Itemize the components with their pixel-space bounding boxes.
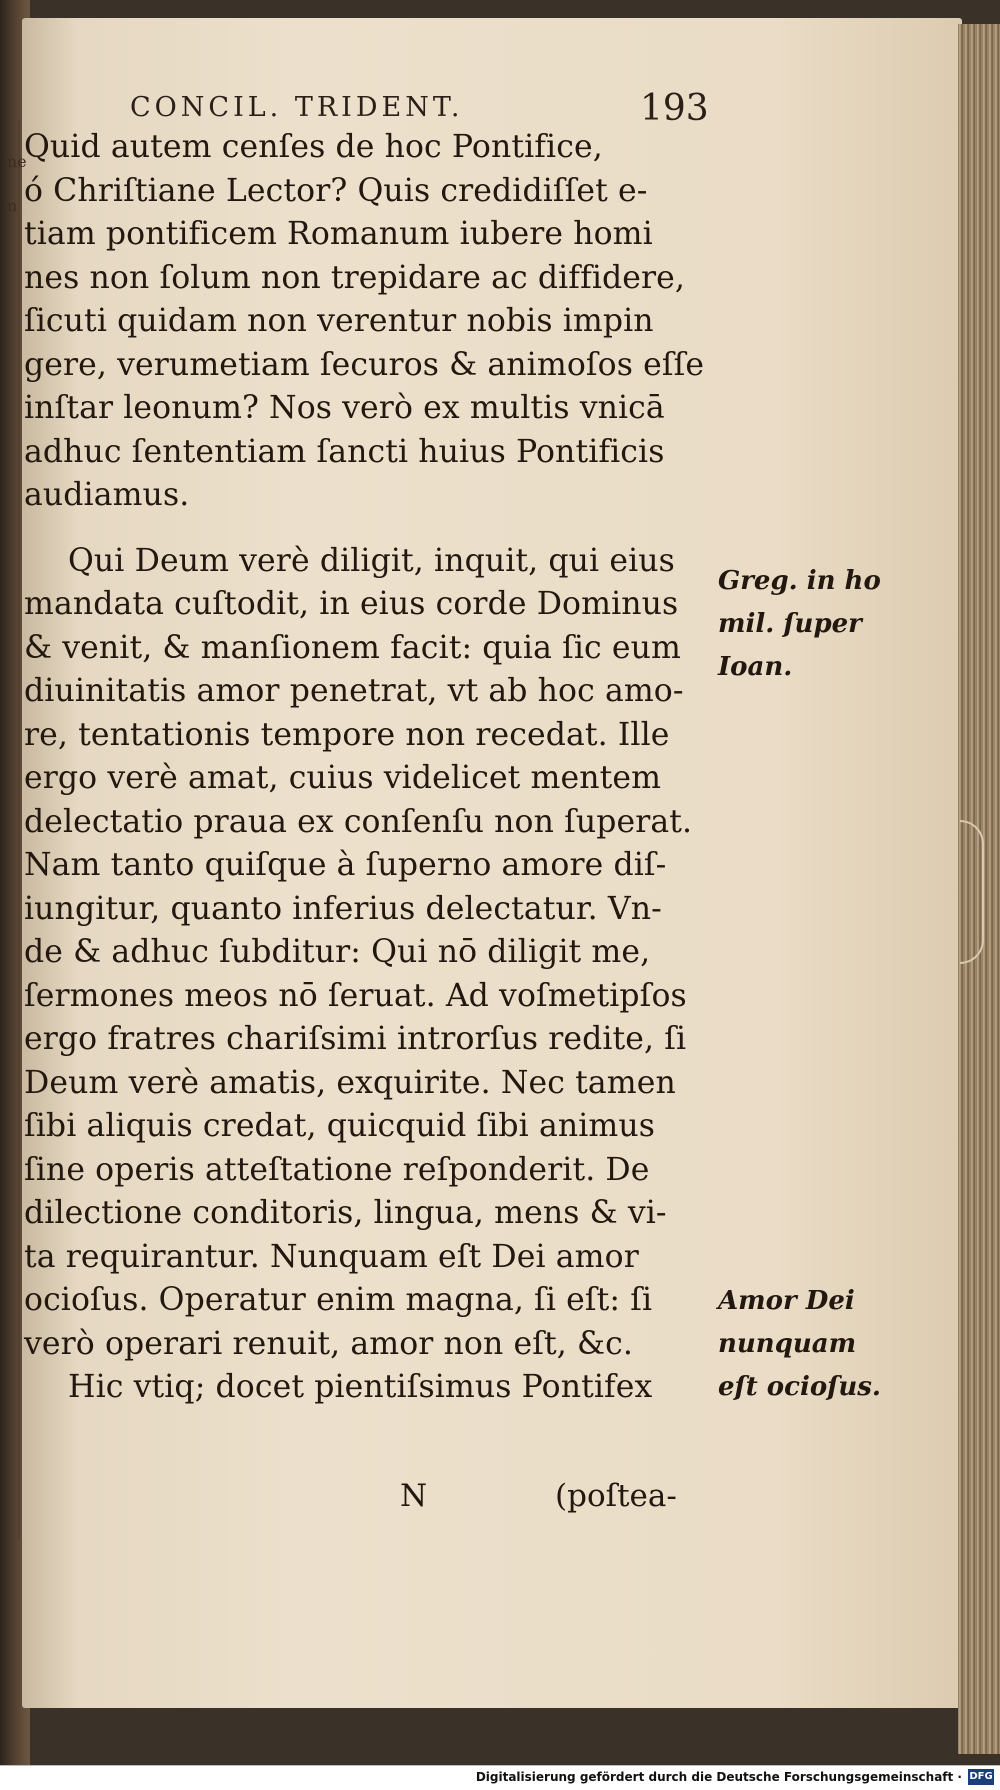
text-line: ſibi aliquis credat, quicquid ſibi animus bbox=[24, 1108, 656, 1144]
text-line: Qui Deum verè diligit, inquit, qui eius bbox=[68, 542, 675, 579]
running-head: CONCIL. TRIDENT. bbox=[130, 92, 464, 123]
sidenote-line: eſt ocioſus. bbox=[718, 1372, 881, 1402]
margin-rule bbox=[18, 120, 20, 1540]
text-line: diuinitatis amor penetrat, vt ab hoc amo- bbox=[24, 673, 684, 709]
clasp-strap bbox=[960, 820, 984, 964]
dfg-logo: DFG bbox=[968, 1769, 994, 1785]
text-line: Quid autem cenſes de hoc Pontifice, bbox=[24, 129, 603, 165]
text-line: ta requirantur. Nunquam eſt Dei amor bbox=[24, 1238, 639, 1275]
text-line: re, tentationis tempore non recedat. Ille bbox=[24, 716, 670, 753]
text-line: gere, verumetiam ſecuros & animoſos eſſe bbox=[24, 346, 705, 383]
text-line: ó Chriſtiane Lector? Quis credidiſſet e- bbox=[24, 172, 648, 209]
text-line: ſicuti quidam non verentur nobis impin bbox=[24, 303, 654, 339]
text-line: Nam tanto quiſque à ſuperno amore diſ- bbox=[24, 847, 667, 883]
signature-mark: N bbox=[400, 1478, 428, 1514]
margin-fragment: me bbox=[2, 152, 27, 171]
text-line: iungitur, quanto inferius delectatur. Vn- bbox=[24, 890, 662, 927]
footer-bar bbox=[0, 1765, 1000, 1790]
text-line: nes non ſolum non trepidare ac diffidere, bbox=[24, 259, 686, 296]
text-line: ſine operis atteſtatione reſponderit. De bbox=[24, 1151, 650, 1188]
text-line: ſermones meos nō ſeruat. Ad voſmetipſos bbox=[24, 977, 687, 1014]
text-line: Deum verè amatis, exquirite. Nec tamen bbox=[24, 1064, 676, 1101]
text-line: ergo verè amat, cuius videlicet mentem bbox=[24, 760, 662, 796]
text-line: mandata cuſtodit, in eius corde Dominus bbox=[24, 586, 679, 622]
sidenote-gregory-citation bbox=[718, 560, 881, 689]
text-line: & venit, & manſionem facit: quia ſic eum bbox=[24, 629, 681, 666]
text-line: tiam pontificem Romanum iubere homi bbox=[24, 216, 653, 252]
body-text bbox=[24, 126, 712, 1410]
text-line: delectatio praua ex conſenſu non ſuperat. bbox=[24, 803, 693, 840]
sidenote-line: Ioan. bbox=[718, 652, 793, 682]
text-line: ocioſus. Operatur enim magna, ſi eſt: ſi bbox=[24, 1282, 653, 1318]
text-line: adhuc ſententiam ſancti huius Pontificis bbox=[24, 433, 665, 470]
sidenote-amor-dei bbox=[718, 1280, 881, 1409]
text-line: audiamus. bbox=[24, 477, 190, 513]
sidenote-line: Greg. in ho bbox=[718, 566, 881, 596]
text-line: verò operari renuit, amor non eſt, &c. bbox=[24, 1325, 633, 1362]
text-line: inſtar leonum? Nos verò ex multis vnicā bbox=[24, 390, 665, 426]
sidenote-line: nunquam bbox=[718, 1329, 857, 1359]
text-line: de & adhuc ſubditur: Qui nō diligit me, bbox=[24, 934, 651, 970]
text-line: ergo fratres chariſsimi introrſus redite, ſi bbox=[24, 1021, 687, 1057]
sidenote-line: Amor Dei bbox=[718, 1286, 855, 1316]
text-line: Hic vtiq; docet pientiſsimus Pontifex bbox=[68, 1369, 653, 1405]
page-number: 193 bbox=[640, 88, 709, 129]
margin-fragment: m bbox=[2, 195, 18, 215]
text-line: dilectione conditoris, lingua, mens & vi- bbox=[24, 1195, 667, 1231]
catchword: (poſtea- bbox=[555, 1478, 677, 1514]
sidenote-line: mil. ſuper bbox=[718, 609, 862, 639]
footer-funding-text: Digitalisierung gefördert durch die Deutsche Forschungsgemeinschaft · bbox=[475, 1770, 962, 1784]
